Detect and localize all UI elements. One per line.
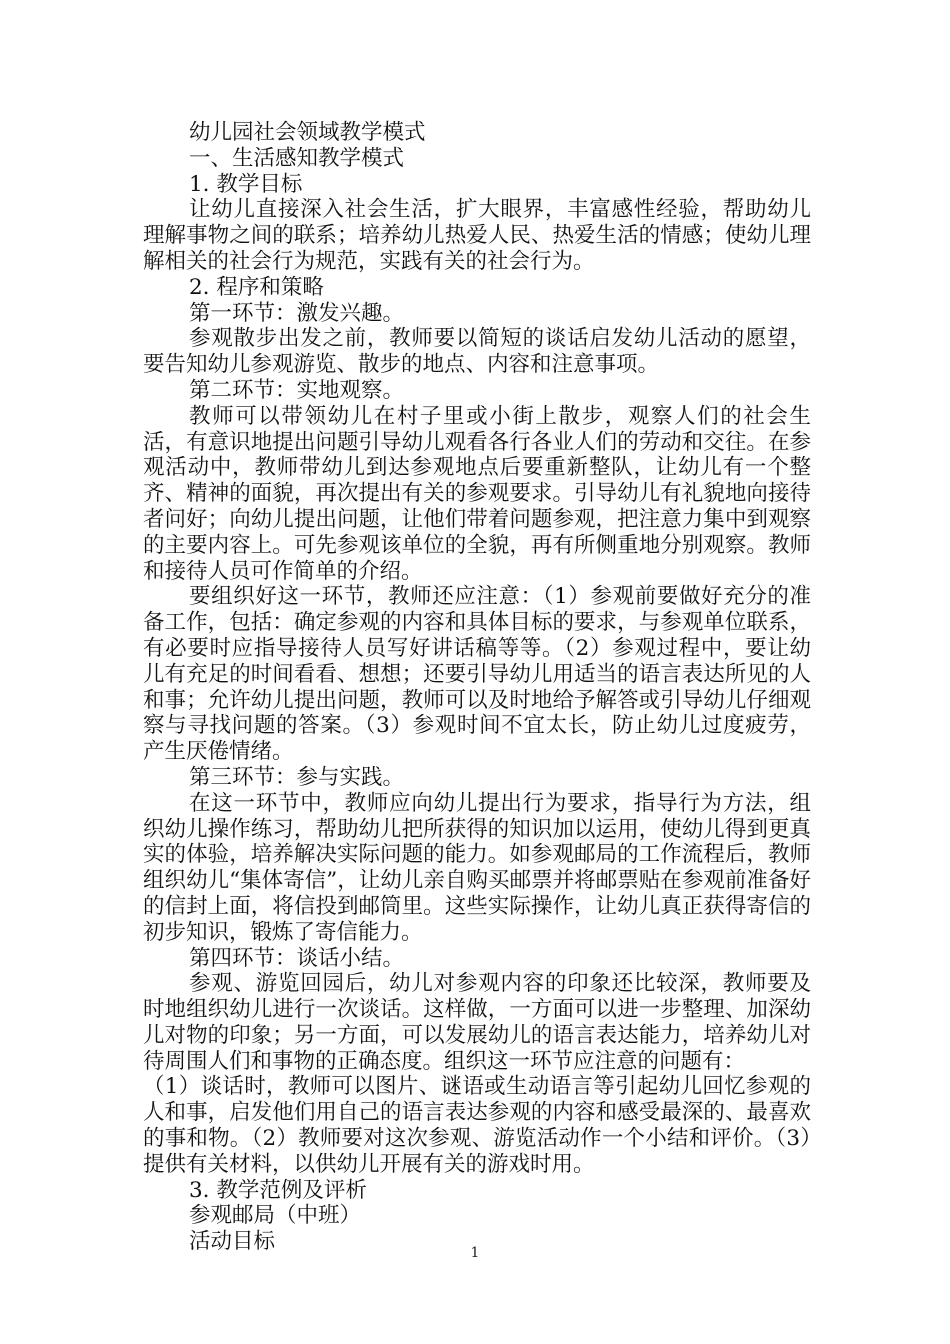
subsection-heading: 1. 教学目标 [189, 171, 303, 197]
step-heading: 第四环节：谈话小结。 [189, 945, 405, 971]
body-paragraph: 让幼儿直接深入社会生活，扩大眼界，丰富感性经验，帮助幼儿理解事物之间的联系；培养幼儿热爱人民、热爱生活的情感；使幼儿理解相关的社会行为规范，实践有关的社会行为。 [143, 197, 811, 274]
document-title: 幼儿园社会领域教学模式 [189, 120, 426, 145]
example-title: 参观邮局（中班） [189, 1203, 362, 1229]
body-paragraph: 要组织好这一环节，教师还应注意：（1）参观前要做好充分的准备工作，包括：确定参观的内容和具体目标的要求，与参观单位联系，有必要时应指导接待人员写好讲话稿等等。（2）参观过程中，要让幼儿有充足的时间看看、想想；还要引导幼儿用适当的语言表达所见的人和事；允许幼儿提出问题，教师可以及时地给予解答或引导幼儿仔细观察与寻找问题的答案。（3）参观时间不宜太长，防止幼儿过度疲劳，产生厌倦情绪。 [143, 584, 811, 765]
subsection-heading: 3. 教学范例及评析 [189, 1177, 367, 1203]
step-heading: 第一环节：激发兴趣。 [189, 300, 405, 326]
example-subheading: 活动目标 [189, 1229, 276, 1255]
step-heading: 第三环节：参与实践。 [189, 764, 405, 790]
body-paragraph: 教师可以带领幼儿在村子里或小街上散步，观察人们的社会生活，有意识地提出问题引导幼儿观看各行各业人们的劳动和交往。在参观活动中，教师带幼儿到达参观地点后要重新整队，让幼儿有一个整齐、精神的面貌，再次提出有关的参观要求。引导幼儿有礼貌地向接待者问好；向幼儿提出问题，让他们带着问题参观，把注意力集中到观察的主要内容上。可先参观该单位的全貌，再有所侧重地分别观察。教师和接待人员可作简单的介绍。 [143, 403, 811, 584]
body-paragraph: 在这一环节中，教师应向幼儿提出行为要求，指导行为方法，组织幼儿操作练习，帮助幼儿把所获得的知识加以运用，使幼儿得到更真实的体验，培养解决实际问题的能力。如参观邮局的工作流程后，教师组织幼儿“集体寄信”，让幼儿亲自购买邮票并将邮票贴在参观前准备好的信封上面，将信投到邮筒里。这些实际操作，让幼儿真正获得寄信的初步知识，锻炼了寄信能力。 [143, 790, 811, 945]
subsection-heading: 2. 程序和策略 [189, 274, 324, 300]
body-paragraph: （1）谈话时，教师可以图片、谜语或生动语言等引起幼儿回忆参观的人和事，启发他们用自己的语言表达参观的内容和感受最深的、最喜欢的事和物。（2）教师要对这次参观、游览活动作一个小结和评价。（3）提供有关材料，以供幼儿开展有关的游戏时用。 [143, 1074, 811, 1177]
body-paragraph: 参观、游览回园后，幼儿对参观内容的印象还比较深，教师要及时地组织幼儿进行一次谈话。这样做，一方面可以进一步整理、加深幼儿对物的印象；另一方面，可以发展幼儿的语言表达能力，培养幼儿对待周围人们和事物的正确态度。组织这一环节应注意的问题有： [143, 971, 811, 1074]
page-number: 1 [470, 1245, 480, 1261]
document-body [143, 120, 811, 1255]
step-heading: 第二环节：实地观察。 [189, 377, 405, 403]
section-heading: 一、生活感知教学模式 [189, 145, 405, 171]
body-paragraph: 参观散步出发之前，教师要以简短的谈话启发幼儿活动的愿望，要告知幼儿参观游览、散步的地点、内容和注意事项。 [143, 326, 811, 378]
